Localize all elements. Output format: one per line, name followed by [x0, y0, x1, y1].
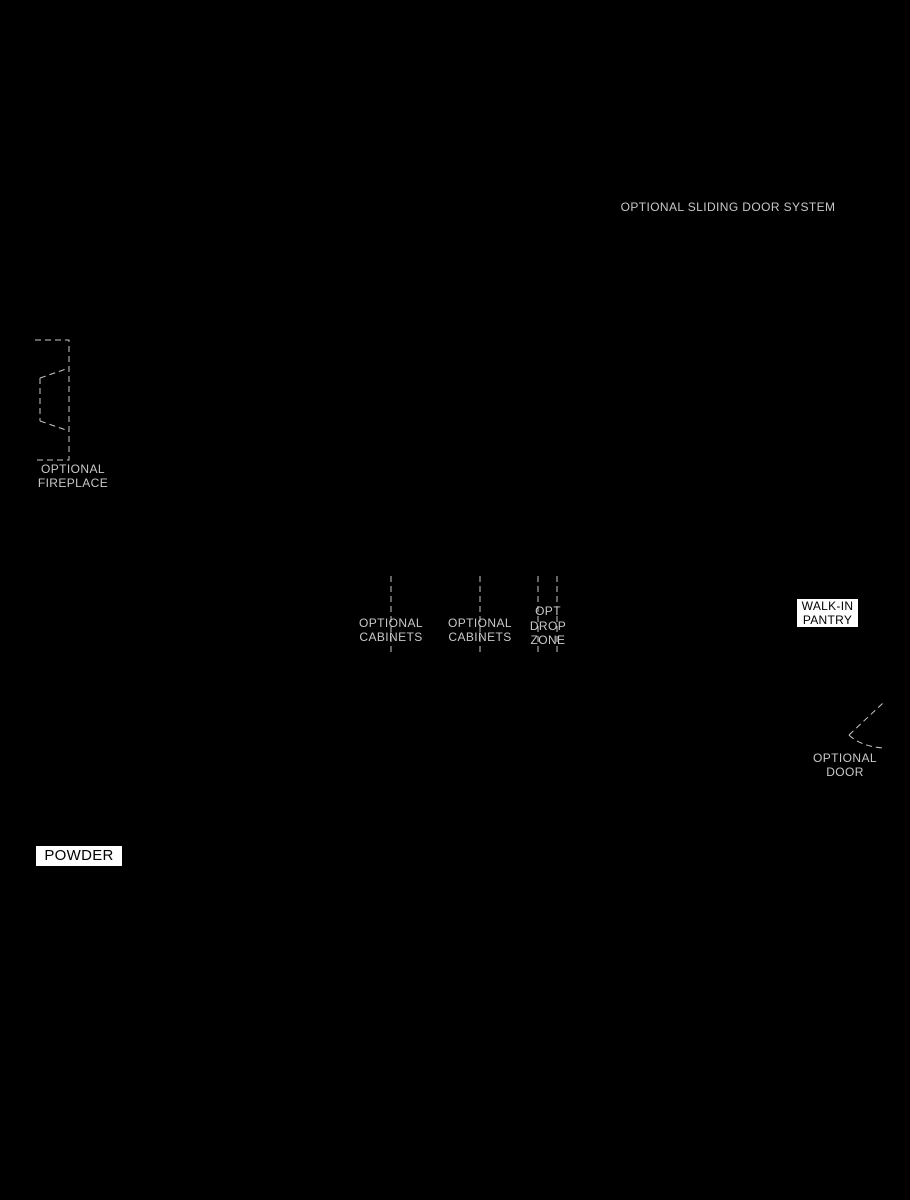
cabinets-1-label-line-2: CABINETS: [359, 630, 423, 644]
drop-zone-label-line-1: OPT: [535, 604, 561, 618]
drop-zone-label: [522, 604, 574, 648]
drop-zone-label-line-3: ZONE: [530, 633, 566, 647]
cabinets-1-label-line-1: OPTIONAL: [359, 616, 423, 630]
optional-door-label-line-1: OPTIONAL: [813, 751, 877, 765]
optional-door-label-line-2: DOOR: [826, 765, 864, 779]
optional-door-label: [805, 751, 885, 779]
cabinets-1-label: [351, 616, 431, 644]
fireplace-label-line-1: OPTIONAL: [41, 462, 105, 476]
cabinets-2-label-line-1: OPTIONAL: [448, 616, 512, 630]
pantry-label-line-1: WALK-IN: [801, 599, 854, 613]
pantry-label-line-2: PANTRY: [802, 613, 853, 627]
fireplace-outline: [35, 340, 69, 460]
cabinets-2-label-line-2: CABINETS: [448, 630, 512, 644]
cabinets-2-label: [440, 616, 520, 644]
drop-zone-label-line-2: DROP: [529, 618, 567, 633]
powder-room-label: POWDER: [36, 846, 122, 866]
fireplace-label: [28, 462, 118, 490]
fireplace-label-line-2: FIREPLACE: [37, 476, 109, 490]
sliding-door-label: OPTIONAL SLIDING DOOR SYSTEM: [620, 200, 836, 214]
pantry-room-label: [797, 599, 858, 627]
optional-door-swing: [849, 703, 883, 748]
